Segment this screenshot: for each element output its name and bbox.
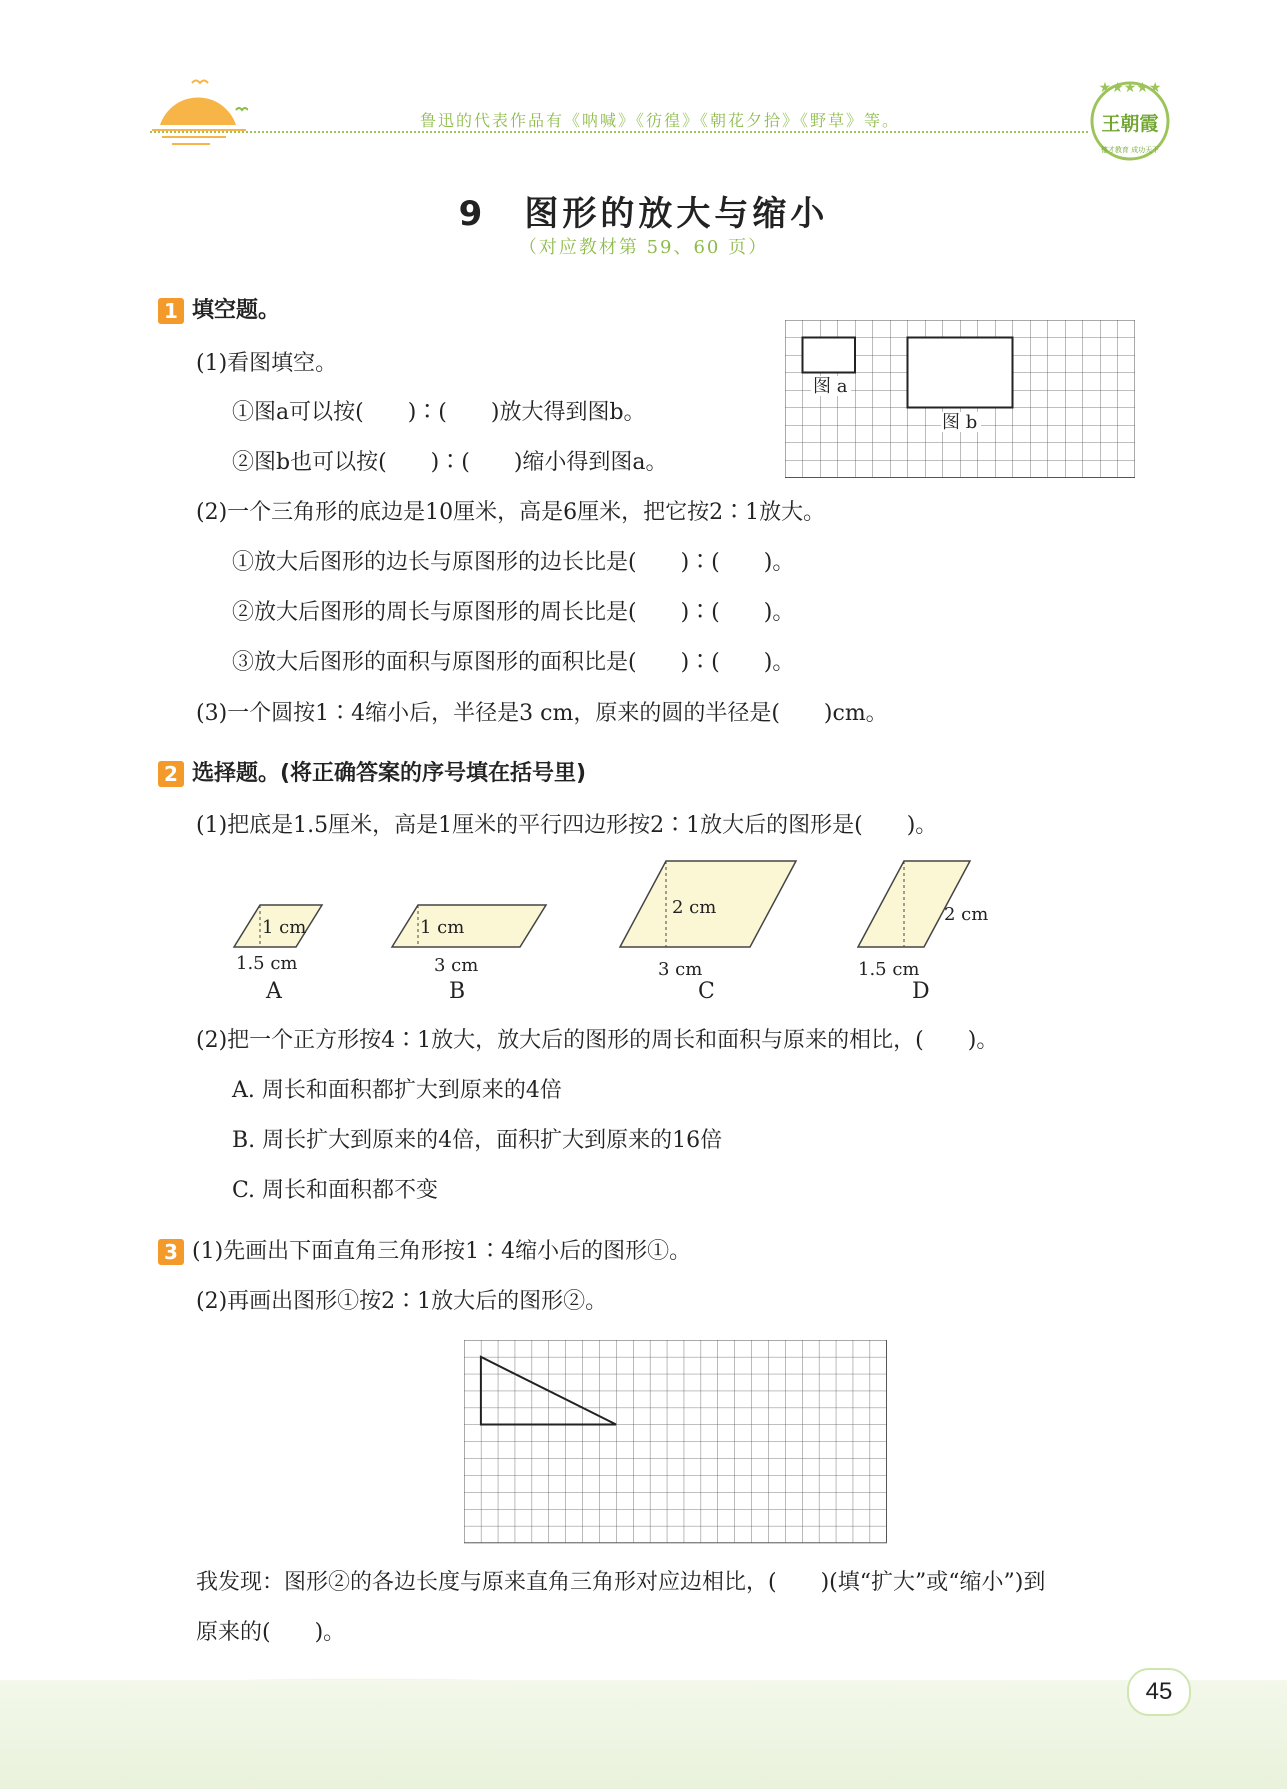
option-a-base: 1.5 cm [236,953,298,974]
q3-part1: (1)先画出下面直角三角形按1∶4缩小后的图形①。 [192,1239,692,1264]
svg-text:★★★★★: ★★★★★ [1098,80,1162,96]
q3-heading [158,1237,691,1267]
q1-part2: (2)一个三角形的底边是10厘米，高是6厘米，把它按2∶1放大。 [196,500,826,525]
page-subtitle: （对应教材第 59、60 页） [518,237,769,258]
q3-grid-figure [464,1340,888,1544]
q1-part2-a: ①放大后图形的边长与原图形的边长比是( )∶( )。 [232,550,795,575]
q2-choice-c: C. 周长和面积都不变 [232,1178,439,1203]
figure-a-rect [803,338,856,373]
option-b-letter: B [449,979,466,1004]
option-a-height: 1 cm [262,917,307,938]
option-c-base: 3 cm [658,959,703,980]
q2-part1: (1)把底是1.5厘米，高是1厘米的平行四边形按2∶1放大后的图形是( )。 [196,813,938,838]
q2-choice-b: B. 周长扩大到原来的4倍，面积扩大到原来的16倍 [232,1128,723,1153]
option-d-height: 2 cm [944,904,989,925]
q2-parallelogram-options [220,855,1020,1005]
q2-number: 2 [158,761,184,787]
option-c-height: 2 cm [672,897,717,918]
option-d-base: 1.5 cm [858,959,920,980]
option-b-shape [392,905,546,947]
page-title: 9 图形的放大与缩小 [458,194,829,234]
q1-grid-figure [785,320,1135,478]
figure-b-rect [908,338,1013,408]
q1-part2-b: ②放大后图形的周长与原图形的周长比是( )∶( )。 [232,600,795,625]
q3-finding-line2: 原来的( )。 [196,1620,346,1645]
option-b-base: 3 cm [434,955,479,976]
q1-part1-a: ①图a可以按( )∶( )放大得到图b。 [232,400,646,425]
figure-b-label: 图 b [942,412,978,433]
q1-part1-b: ②图b也可以按( )∶( )缩小得到图a。 [232,450,668,475]
logo-text: 王朝霞 [1101,113,1159,135]
option-c-letter: C [698,979,715,1004]
sunset-icon [148,50,248,150]
q1-part2-c: ③放大后图形的面积与原图形的面积比是( )∶( )。 [232,650,795,675]
footer-background [0,1680,1287,1789]
option-d-letter: D [912,979,930,1004]
header-divider [150,131,1088,133]
q2-choice-a: A. 周长和面积都扩大到原来的4倍 [232,1078,562,1103]
q1-part3: (3)一个圆按1∶4缩小后，半径是3 cm，原来的圆的半径是( )cm。 [196,701,888,726]
q2-part2: (2)把一个正方形按4∶1放大，放大后的图形的周长和面积与原来的相比，( )。 [196,1028,999,1053]
brand-logo-icon [1085,76,1175,166]
header-quote: 鲁迅的代表作品有《呐喊》《彷徨》《朝花夕拾》《野草》等。 [420,111,901,130]
option-b-height: 1 cm [420,917,465,938]
q3-finding-line1: 我发现：图形②的各边长度与原来直角三角形对应边相比，( )(填“扩大”或“缩小”)到 [196,1570,1046,1595]
q1-part1: (1)看图填空。 [196,351,338,376]
q2-title: 选择题。(将正确答案的序号填在括号里) [192,761,587,786]
q3-number: 3 [158,1239,184,1265]
q1-heading [158,296,280,326]
logo-subtext: 德才教育 成功天下 [1100,146,1160,154]
figure-a-label: 图 a [813,376,848,397]
q3-part2: (2)再画出图形①按2∶1放大后的图形②。 [196,1289,608,1314]
option-a-letter: A [266,979,282,1004]
q1-title: 填空题。 [192,298,281,323]
q1-number: 1 [158,298,184,324]
page-number: 45 [1127,1668,1191,1716]
q2-heading [158,759,586,789]
